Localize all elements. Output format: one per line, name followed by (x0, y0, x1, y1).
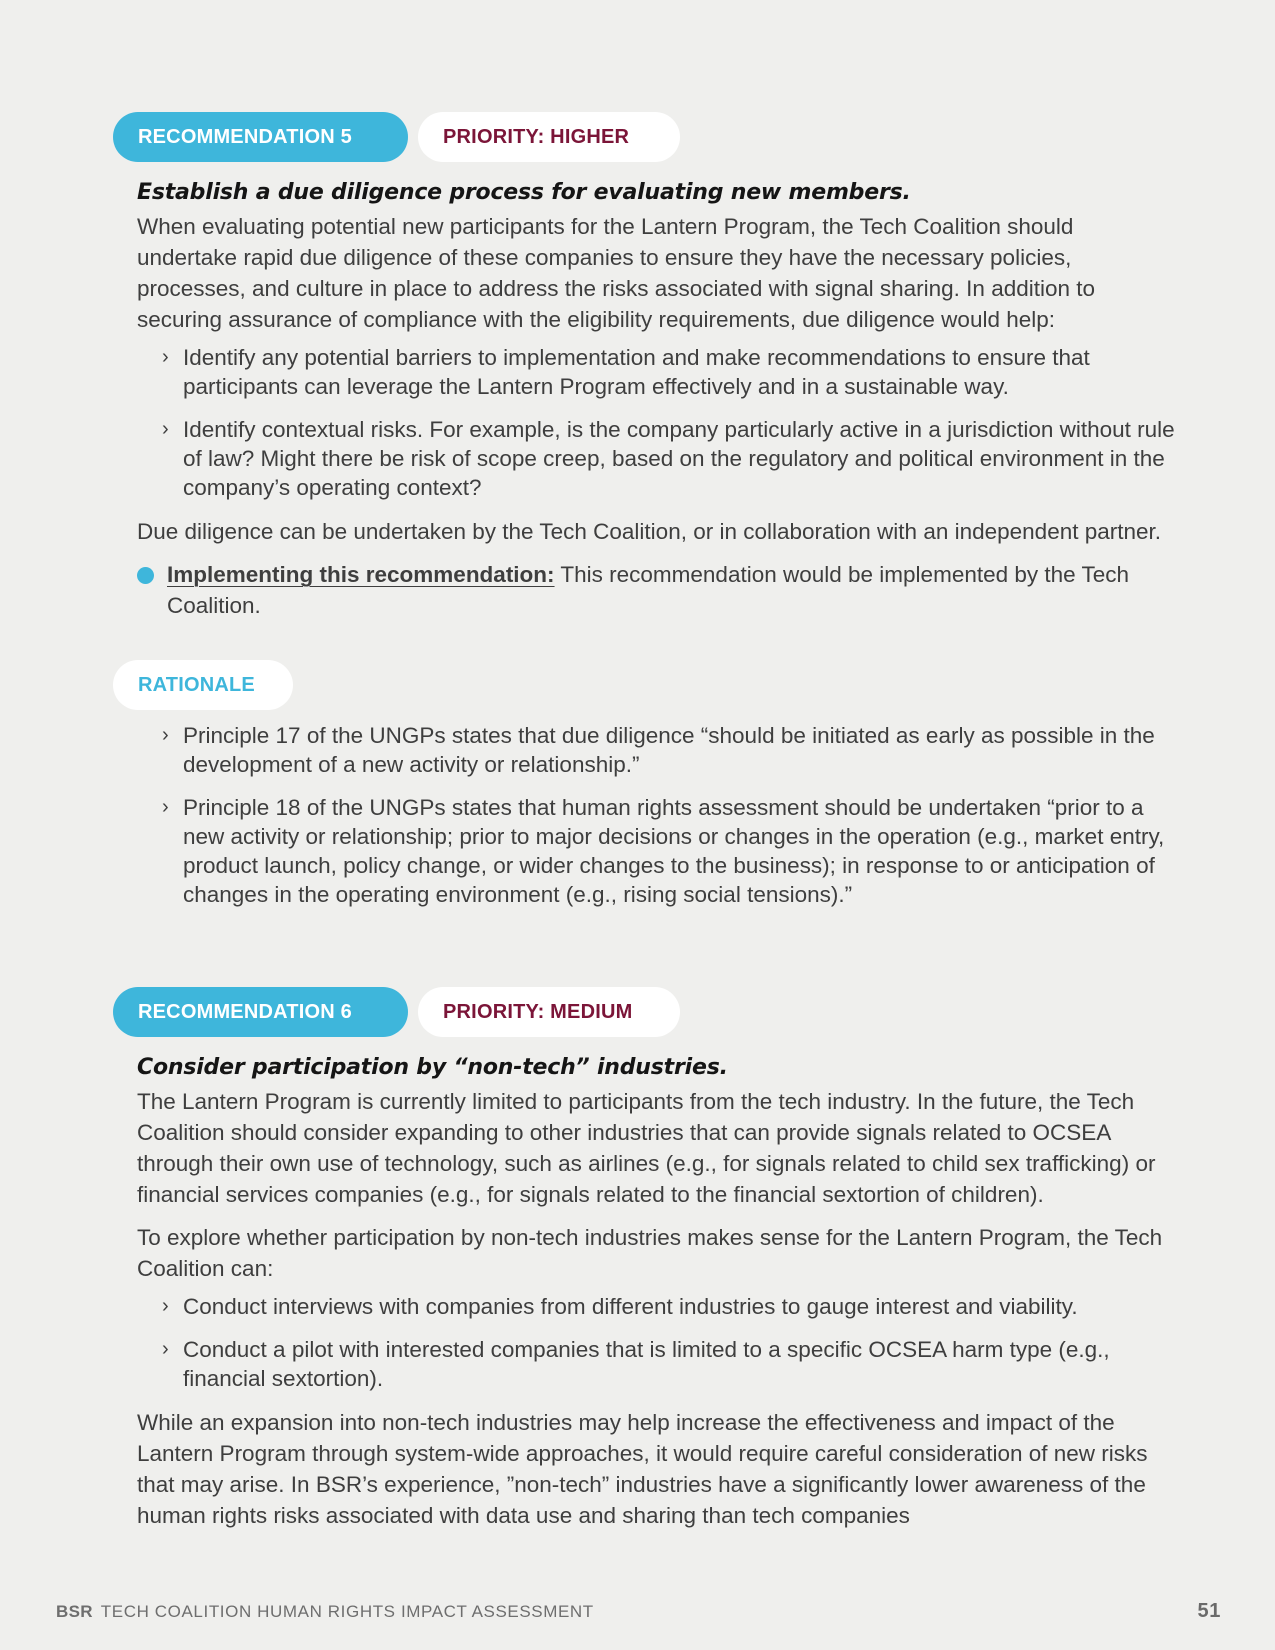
page-number: 51 (1197, 1600, 1221, 1622)
implementing-text: This recommendation would be implemented by the Tech Coalition. (167, 562, 1130, 618)
dot-icon (137, 567, 154, 584)
footer-title-group (56, 1602, 594, 1622)
priority-badge: PRIORITY: MEDIUM (418, 987, 680, 1037)
rec6-body (137, 1055, 1177, 1543)
chevron-right-icon: › (162, 346, 169, 368)
priority-badge: PRIORITY: HIGHER (418, 112, 680, 162)
chevron-right-icon: › (162, 724, 169, 746)
rec5-title: Establish a due diligence process for evaluating new members. (137, 180, 911, 205)
footer-brand: BSR (56, 1602, 93, 1621)
rec6-para-1: The Lantern Program is currently limited to participants from the tech industry. In the future, the Tech Coalition should consider expanding to other industries that can provide signals related to OCSEA through their own use of technology, such as airlines (e.g., for signals related to child sex trafficking) or financial services companies (e.g., for signals related to the financial sextortion of children). (137, 1089, 1156, 1207)
rec5-closing: Due diligence can be undertaken by the Tech Coalition, or in collaboration with an independent partner. (137, 519, 1162, 544)
chevron-right-icon: › (162, 1295, 169, 1317)
rec5-body (137, 180, 1177, 621)
rec6-title: Consider participation by “non-tech” industries. (137, 1055, 728, 1080)
rationale-bullet-list (137, 721, 1177, 909)
rationale-badge: RATIONALE (113, 660, 293, 710)
rec5-intro: When evaluating potential new participants for the Lantern Program, the Tech Coalition should undertake rapid due diligence of these companies to ensure they have the necessary policies, processes, and culture in place to address the risks associated with signal sharing. In addition to securing assurance of compliance with the eligibility requirements, due diligence would help: (137, 214, 1096, 332)
list-item: › Identify contextual risks. For example, is the company particularly active in a jurisdiction without rule of law? Might there be risk of scope creep, based on the regulatory and political environment in the company’s operating context? (162, 417, 1175, 500)
rec6-header (113, 987, 680, 1037)
recommendation-badge: RECOMMENDATION 6 (113, 987, 408, 1037)
list-item: › Principle 17 of the UNGPs states that due diligence “should be initiated as early as possible in the development of a new activity or relationship.” (162, 723, 1155, 777)
rec6-bullet-list (137, 1292, 1177, 1393)
chevron-right-icon: › (162, 1338, 169, 1360)
list-item: › Conduct interviews with companies from different industries to gauge interest and viability. (162, 1294, 1078, 1319)
chevron-right-icon: › (162, 418, 169, 440)
rec5-header (113, 112, 680, 162)
implementing-note (137, 559, 1177, 621)
implementing-label: Implementing this recommendation: (167, 562, 555, 587)
list-item: › Principle 18 of the UNGPs states that human rights assessment should be undertaken “prior to a new activity or relationship; prior to major decisions or changes in the operation (e.g., market entry, product launch, policy change, or wider changes to the business); in response to or anticipation of changes in the operating environment (e.g., rising social tensions).” (162, 795, 1165, 907)
page-footer (56, 1600, 1221, 1623)
rec5-bullet-list (137, 343, 1177, 502)
list-item: › Conduct a pilot with interested companies that is limited to a specific OCSEA harm type (e.g., financial sextortion). (162, 1337, 1110, 1391)
rec6-para-2: To explore whether participation by non-tech industries makes sense for the Lantern Program, the Tech Coalition can: (137, 1225, 1163, 1281)
chevron-right-icon: › (162, 796, 169, 818)
recommendation-badge: RECOMMENDATION 5 (113, 112, 408, 162)
rec6-para-3: While an expansion into non-tech industries may help increase the effectiveness and impact of the Lantern Program through system-wide approaches, it would require careful consideration of new risks that may arise. In BSR’s experience, ”non-tech” industries have a significantly lower awareness of the human rights risks associated with data use and sharing than tech companies (137, 1410, 1148, 1528)
list-item: › Identify any potential barriers to implementation and make recommendations to ensure that participants can leverage the Lantern Program effectively and in a sustainable way. (162, 345, 1090, 399)
rationale-body (137, 721, 1177, 923)
footer-title: TECH COALITION HUMAN RIGHTS IMPACT ASSESSMENT (100, 1602, 594, 1621)
